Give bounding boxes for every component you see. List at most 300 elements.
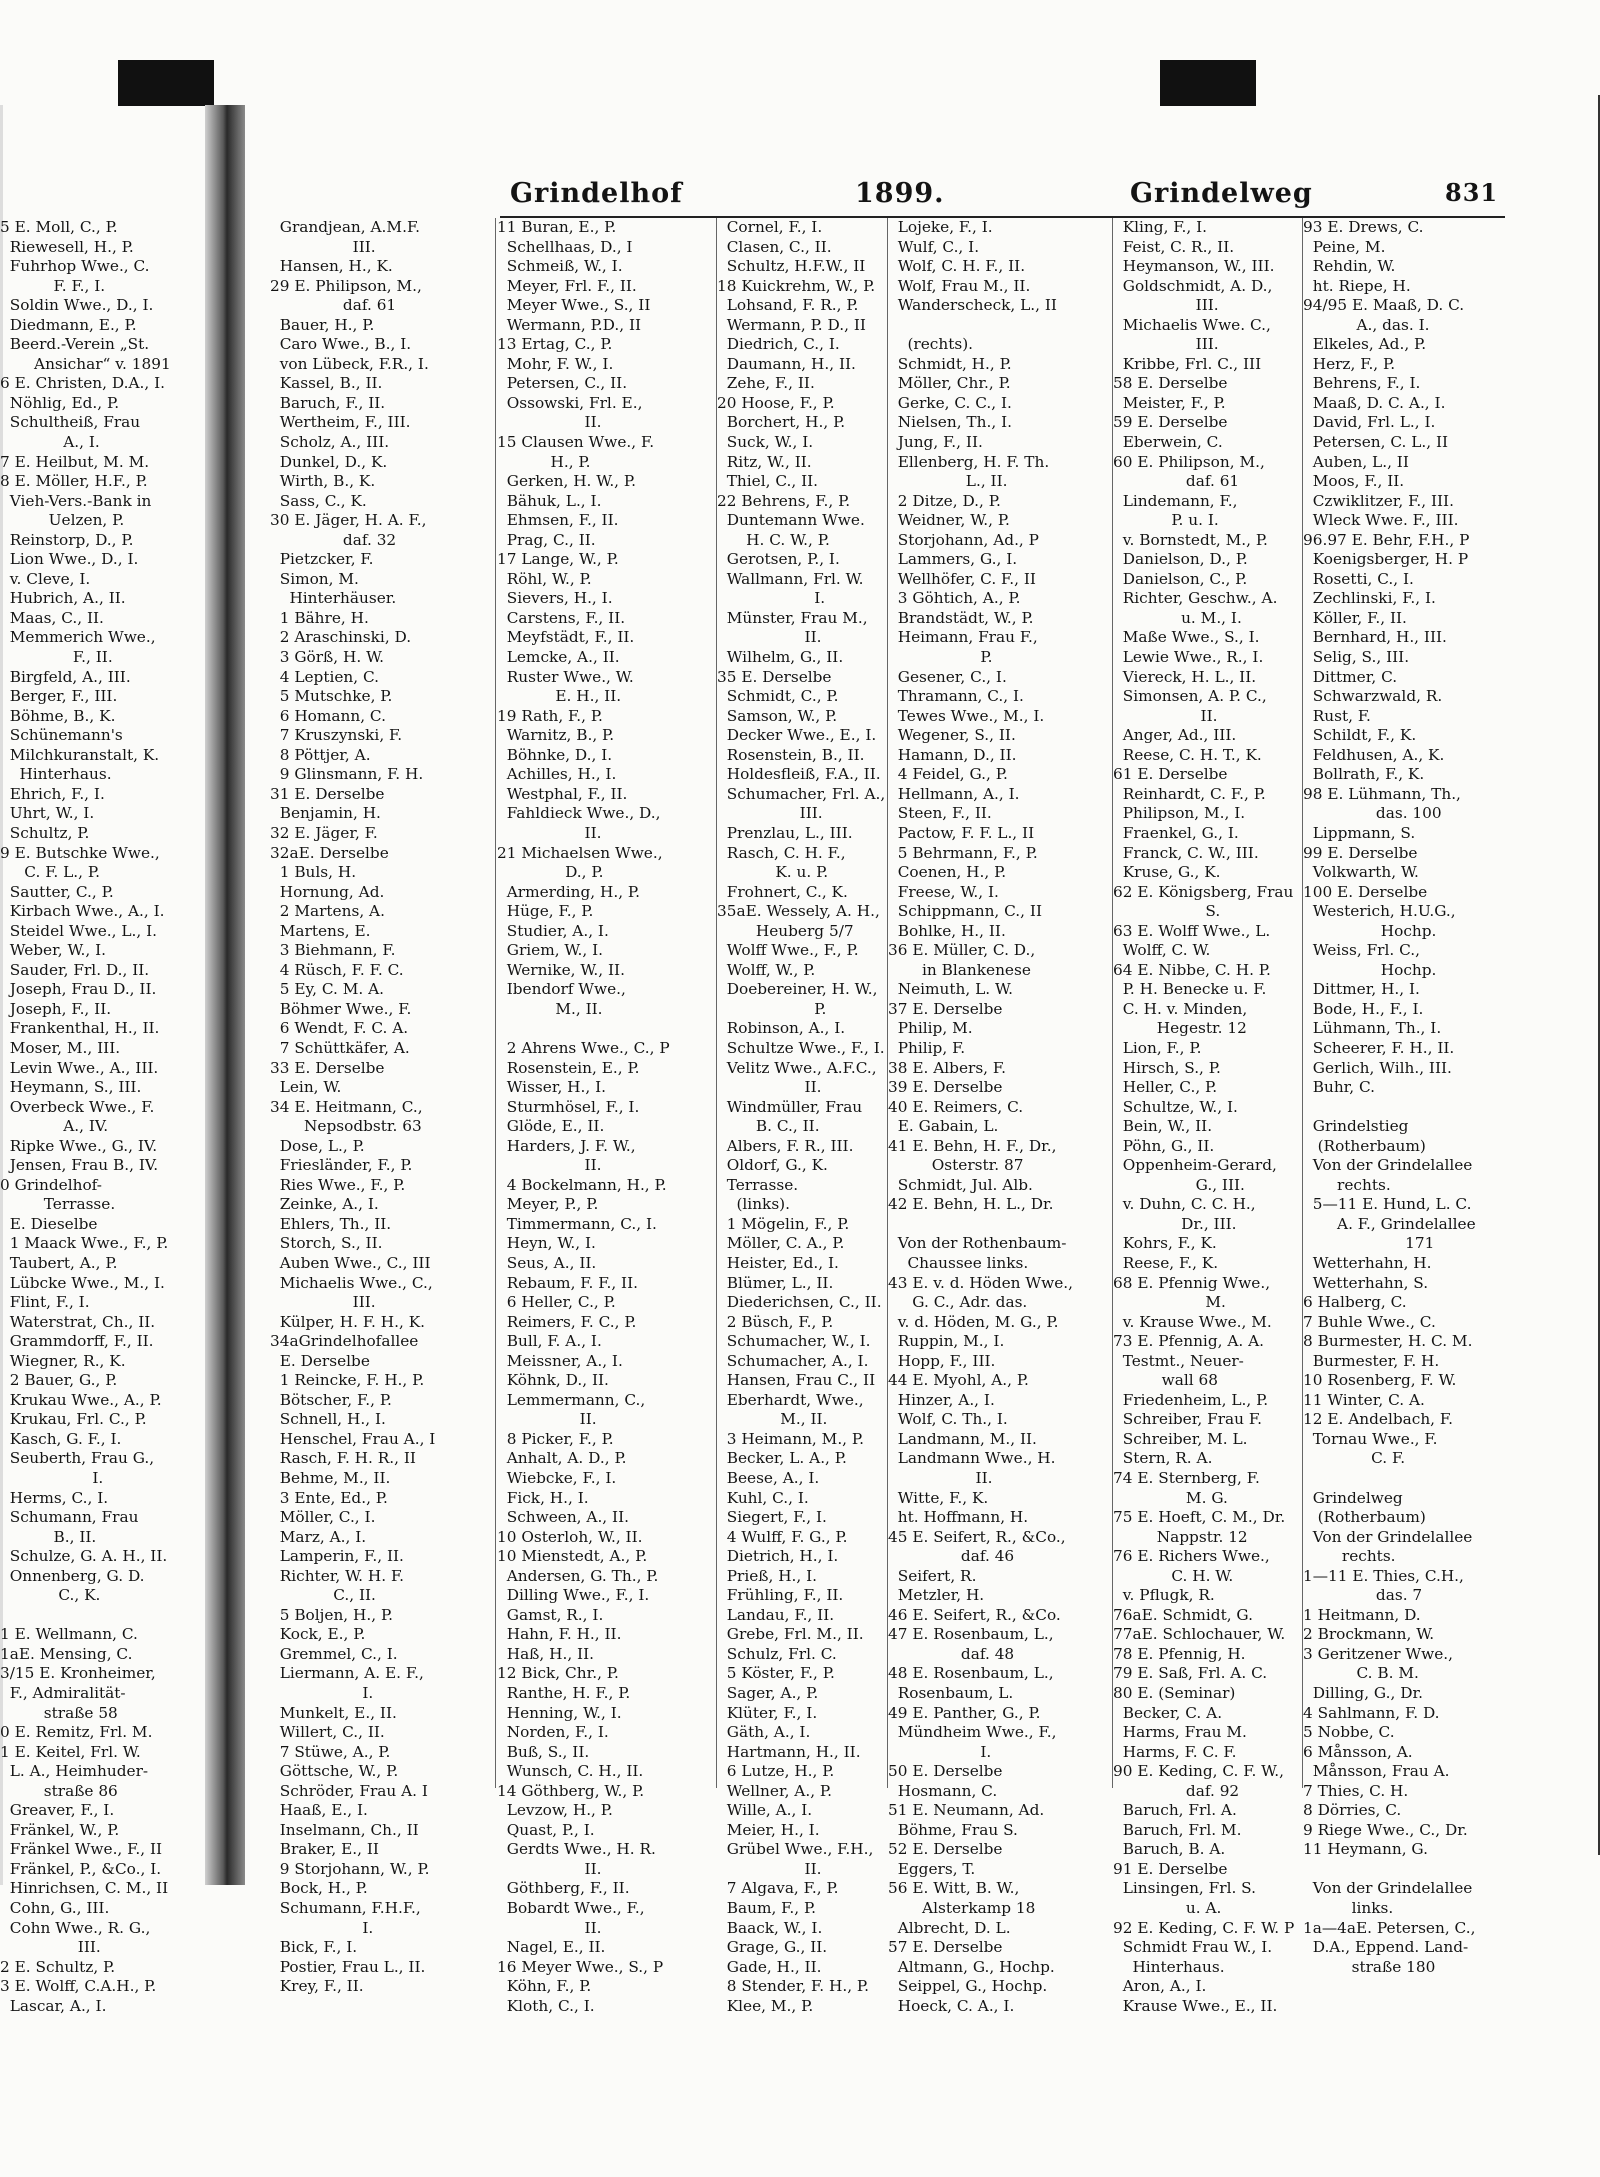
- directory-entry-line: Diedmann, E., P.: [0, 315, 137, 334]
- column-6: [1303, 218, 1498, 1977]
- directory-entry-line: II.: [717, 1078, 822, 1097]
- directory-entry-line: Sass, C., K.: [270, 491, 367, 510]
- directory-entry-line: Wulf, C., I.: [888, 237, 980, 256]
- directory-entry-line: Scholz, A., III.: [270, 433, 390, 452]
- directory-entry-line: 11 Buran, E., P.: [497, 218, 617, 236]
- directory-entry-line: Bauer, H., P.: [270, 315, 375, 334]
- directory-entry-line: Nepsodbstr. 63: [270, 1117, 422, 1136]
- directory-entry-line: Brandstädt, W., P.: [888, 608, 1034, 627]
- directory-entry-line: 2 Büsch, F., P.: [717, 1312, 834, 1331]
- directory-entry-line: 98 E. Lühmann, Th.,: [1303, 784, 1461, 803]
- directory-entry-line: Månsson, Frau A.: [1303, 1762, 1450, 1781]
- directory-entry-line: Rosenstein, B., II.: [717, 745, 865, 764]
- directory-entry-line: Warnitz, B., P.: [497, 726, 615, 745]
- directory-entry-line: 68 E. Pfennig Wwe.,: [1113, 1273, 1271, 1292]
- directory-entry-line: Rosetti, C., I.: [1303, 569, 1414, 588]
- directory-entry-line: Sturmhösel, F., I.: [497, 1097, 640, 1116]
- directory-entry-line: Meister, F., P.: [1113, 393, 1226, 412]
- directory-entry-line: Frühling, F., II.: [717, 1586, 844, 1605]
- directory-entry-line: Levzow, H., P.: [497, 1801, 613, 1820]
- directory-entry-line: Kruse, G., K.: [1113, 863, 1221, 882]
- directory-entry-line: Alsterkamp 18: [888, 1899, 1036, 1918]
- directory-entry-line: 3 Heimann, M., P.: [717, 1429, 864, 1448]
- directory-entry-line: Kock, E., P.: [270, 1625, 366, 1644]
- directory-entry-line: 74 E. Sternberg, F.: [1113, 1469, 1260, 1487]
- directory-entry-line: Wolff, C. W.: [1113, 941, 1211, 960]
- directory-entry-line: Inselmann, Ch., II: [270, 1820, 419, 1839]
- directory-entry-line: 6 Halberg, C.: [1303, 1293, 1407, 1312]
- directory-entry-line: 9 Storjohann, W., P.: [270, 1859, 430, 1878]
- directory-entry-line: G., III.: [1113, 1175, 1245, 1194]
- directory-entry-line: Baruch, Frl. A.: [1113, 1801, 1237, 1820]
- directory-entry-line: Dilling Wwe., F., I.: [497, 1586, 650, 1605]
- directory-entry-line: Ruppin, M., I.: [888, 1332, 1005, 1351]
- directory-entry-line: Blümer, L., II.: [717, 1273, 834, 1292]
- directory-entry-line: 79 E. Saß, Frl. A. C.: [1113, 1664, 1268, 1683]
- directory-entry-line: Lühmann, Th., I.: [1303, 1019, 1442, 1038]
- directory-entry-line: Meyer Wwe., S., II: [497, 296, 651, 315]
- directory-entry-line: 18 Kuickrehm, W., P.: [717, 276, 876, 295]
- directory-entry-line: das. 7: [1303, 1586, 1423, 1605]
- directory-entry-line: Lamperin, F., II.: [270, 1547, 404, 1566]
- directory-entry-line: v. Pflugk, R.: [1113, 1586, 1215, 1605]
- directory-entry-line: Schulze, G. A. H., II.: [0, 1547, 168, 1566]
- directory-entry-line: Rehdin, W.: [1303, 257, 1396, 276]
- directory-entry-line: L. A., Heimhuder-: [0, 1762, 149, 1781]
- directory-entry-line: II.: [888, 1469, 993, 1487]
- directory-entry-line: Bötscher, F., P.: [270, 1390, 392, 1409]
- directory-entry-line: II.: [497, 1918, 602, 1937]
- directory-entry-line: Schulz, Frl. C.: [717, 1644, 837, 1663]
- directory-entry-line: Harders, J. F. W.,: [497, 1136, 636, 1155]
- directory-entry-line: Möller, Chr., P.: [888, 374, 1011, 393]
- directory-entry-line: Meissner, A., I.: [497, 1351, 623, 1370]
- directory-entry-line: 3 Göhtich, A., P.: [888, 589, 1021, 608]
- directory-entry-line: (Rotherbaum): [1303, 1508, 1426, 1527]
- directory-entry-line: Terrasse.: [0, 1195, 116, 1214]
- directory-entry-line: L., II.: [888, 472, 1008, 491]
- directory-entry-line: Gremmel, C., I.: [270, 1644, 398, 1663]
- directory-entry-line: Neimuth, L. W.: [888, 980, 1013, 999]
- directory-entry-line: [1303, 1860, 1498, 1880]
- directory-entry-line: 75 E. Hoeft, C. M., Dr.: [1113, 1508, 1286, 1527]
- directory-entry-line: Bobardt Wwe., F.,: [497, 1899, 645, 1918]
- directory-entry-line: M., II.: [717, 1410, 828, 1429]
- directory-entry-line: Schween, A., II.: [497, 1508, 629, 1527]
- directory-entry-line: Herz, F., P.: [1303, 354, 1396, 373]
- directory-entry-line: 8 Picker, F., P.: [497, 1429, 614, 1448]
- directory-entry-line: Uelzen, P.: [0, 511, 125, 530]
- directory-entry-line: Lübcke Wwe., M., I.: [0, 1273, 165, 1292]
- directory-entry-line: Eggers, T.: [888, 1859, 976, 1878]
- directory-entry-line: 99 E. Derselbe: [1303, 843, 1418, 862]
- directory-entry-line: Hüge, F., P.: [497, 902, 594, 921]
- directory-entry-line: [1303, 1098, 1498, 1118]
- directory-entry-line: P. u. I.: [1113, 511, 1219, 530]
- directory-entry-line: Taubert, A., P.: [0, 1253, 118, 1272]
- directory-entry-line: 32 E. Jäger, F.: [270, 823, 378, 842]
- directory-entry-line: 6 Lutze, H., P.: [717, 1762, 835, 1781]
- directory-entry-line: Ibendorf Wwe.,: [497, 980, 626, 999]
- directory-entry-line: Sautter, C., P.: [0, 882, 114, 901]
- directory-entry-line: II.: [497, 413, 602, 432]
- directory-entry-line: Pactow, F. F. L., II: [888, 823, 1035, 842]
- directory-entry-line: 7 Kruszynski, F.: [270, 726, 403, 745]
- directory-entry-line: Beerd.-Verein „St.: [0, 335, 150, 354]
- directory-entry-line: Frankenthal, H., II.: [0, 1019, 160, 1038]
- directory-entry-line: Wolff Wwe., F., P.: [717, 941, 859, 960]
- directory-entry-line: Diedrich, C., I.: [717, 335, 840, 354]
- directory-entry-line: 100 E. Derselbe: [1303, 882, 1428, 901]
- directory-entry-line: Altmann, G., Hochp.: [888, 1957, 1055, 1976]
- directory-entry-line: I.: [888, 1742, 992, 1761]
- directory-entry-line: Hinrichsen, C. M., II: [0, 1879, 169, 1898]
- directory-entry-line: Albers, F. R., III.: [717, 1136, 854, 1155]
- directory-entry-line: 13 Ertag, C., P.: [497, 335, 613, 354]
- directory-entry-line: P.: [888, 648, 993, 667]
- directory-entry-line: Stern, R. A.: [1113, 1449, 1213, 1468]
- directory-entry-line: 1 Reincke, F. H., P.: [270, 1371, 425, 1390]
- directory-entry-line: Rosenbaum, L.: [888, 1684, 1014, 1703]
- directory-entry-line: Cohn, G., III.: [0, 1899, 110, 1918]
- directory-entry-line: Feist, C. R., II.: [1113, 237, 1235, 256]
- directory-entry-line: Schmeiß, W., I.: [497, 257, 623, 276]
- directory-entry-line: 33 E. Derselbe: [270, 1058, 385, 1077]
- directory-entry-line: Fahldieck Wwe., D.,: [497, 804, 661, 823]
- directory-entry-line: Koenigsberger, H. P: [1303, 550, 1469, 569]
- directory-entry-line: Czwiklitzer, F., III.: [1303, 491, 1454, 510]
- directory-entry-line: 56 E. Witt, B. W.,: [888, 1879, 1020, 1898]
- directory-entry-line: 2 Ahrens Wwe., C., P: [497, 1038, 670, 1057]
- directory-entry-line: Kribbe, Frl. C., III: [1113, 354, 1262, 373]
- directory-entry-line: Buß, S., II.: [497, 1742, 590, 1761]
- directory-entry-line: v. Bornstedt, M., P.: [1113, 530, 1268, 549]
- directory-entry-line: Overbeck Wwe., F.: [0, 1097, 155, 1116]
- directory-entry-line: 21 Michaelsen Wwe.,: [497, 843, 663, 862]
- directory-entry-line: M. G.: [1113, 1488, 1228, 1507]
- directory-entry-line: III.: [1113, 335, 1219, 354]
- directory-entry-line: Velitz Wwe., A.F.C.,: [717, 1058, 877, 1077]
- directory-entry-line: 78 E. Pfennig, H.: [1113, 1644, 1246, 1663]
- directory-entry-line: 35aE. Wessely, A. H.,: [717, 902, 880, 921]
- directory-entry-line: E. Dieselbe: [0, 1214, 98, 1233]
- directory-entry-line: Kohrs, F., K.: [1113, 1234, 1217, 1253]
- directory-entry-line: 77aE. Schlochauer, W.: [1113, 1625, 1286, 1644]
- directory-entry-line: Schildt, F., K.: [1303, 726, 1417, 745]
- directory-entry-line: Landmann Wwe., H.: [888, 1449, 1056, 1468]
- directory-entry-line: Chaussee links.: [888, 1253, 1029, 1272]
- directory-entry-line: Feldhusen, A., K.: [1303, 745, 1445, 764]
- directory-entry-line: Schellhaas, D., I: [497, 237, 633, 256]
- directory-entry-line: 60 E. Philipson, M.,: [1113, 452, 1265, 471]
- directory-entry-line: 20 Hoose, F., P.: [717, 393, 835, 412]
- directory-entry-line: 2 Ditze, D., P.: [888, 491, 1001, 510]
- directory-entry-line: Auben Wwe., C., III: [270, 1253, 431, 1272]
- header-left-word: Grindelhof: [510, 178, 683, 209]
- directory-entry-line: Reese, F., K.: [1113, 1253, 1219, 1272]
- directory-entry-line: II.: [497, 1859, 602, 1878]
- directory-entry-line: Ehmsen, F., II.: [497, 511, 619, 530]
- directory-entry-line: Schultze Wwe., F., I.: [717, 1038, 885, 1057]
- directory-entry-line: 6 Månsson, A.: [1303, 1742, 1413, 1761]
- directory-entry-line: 15 Clausen Wwe., F.: [497, 433, 655, 452]
- directory-entry-line: F., II.: [0, 648, 113, 667]
- directory-entry-line: [0, 1606, 200, 1626]
- directory-entry-line: 6 Wendt, F. C. A.: [270, 1019, 409, 1038]
- directory-entry-line: Göthberg, F., II.: [497, 1879, 630, 1898]
- directory-entry-line: C. H. W.: [1113, 1566, 1234, 1585]
- directory-entry-line: Greaver, F., I.: [0, 1801, 115, 1820]
- directory-entry-line: Richter, Geschw., A.: [1113, 589, 1278, 608]
- directory-entry-line: Prenzlau, L., III.: [717, 823, 853, 842]
- directory-entry-line: Von der Grindelallee: [1303, 1527, 1473, 1546]
- directory-entry-line: 91 E. Derselbe: [1113, 1859, 1228, 1878]
- directory-entry-line: 4 Bockelmann, H., P.: [497, 1175, 667, 1194]
- directory-entry-line: B. C., II.: [717, 1117, 820, 1136]
- directory-entry-line: Becker, L. A., P.: [717, 1449, 847, 1468]
- directory-entry-line: Schultz, H.F.W., II: [717, 257, 866, 276]
- directory-entry-line: 1 Heitmann, D.: [1303, 1605, 1421, 1624]
- directory-entry-line: C. H. v. Minden,: [1113, 999, 1248, 1018]
- directory-entry-line: 7 Buhle Wwe., C.: [1303, 1312, 1436, 1331]
- directory-entry-line: Eberhardt, Wwe.,: [717, 1390, 864, 1409]
- directory-entry-line: 5 Boljen, H., P.: [270, 1605, 394, 1624]
- directory-entry-line: Krukau Wwe., A., P.: [0, 1390, 162, 1409]
- directory-entry-line: 8 E. Möller, H.F., P.: [0, 472, 148, 491]
- directory-entry-line: 1—11 E. Thies, C.H.,: [1303, 1566, 1464, 1585]
- directory-entry-line: Behrens, F., I.: [1303, 374, 1421, 393]
- directory-entry-line: 19 Rath, F., P.: [497, 706, 603, 725]
- directory-entry-line: 73 E. Pfennig, A. A.: [1113, 1332, 1265, 1351]
- directory-entry-line: Thramann, C., I.: [888, 687, 1024, 706]
- directory-entry-line: Henning, W., I.: [497, 1703, 622, 1722]
- directory-entry-line: 10 Mienstedt, A., P.: [497, 1547, 648, 1566]
- directory-entry-line: Reimers, F. C., P.: [497, 1312, 637, 1331]
- directory-entry-line: Schreiber, M. L.: [1113, 1429, 1248, 1448]
- directory-entry-line: daf. 92: [1113, 1781, 1240, 1800]
- directory-entry-line: C., K.: [0, 1586, 101, 1605]
- directory-entry-line: Hartmann, H., II.: [717, 1742, 861, 1761]
- directory-entry-line: Albrecht, D. L.: [888, 1918, 1011, 1937]
- directory-entry-line: 3 Ente, Ed., P.: [270, 1488, 388, 1507]
- directory-entry-line: Bein, W., II.: [1113, 1117, 1213, 1136]
- directory-entry-line: 171: [1303, 1234, 1435, 1253]
- directory-entry-line: (links).: [717, 1195, 791, 1214]
- directory-entry-line: Levin Wwe., A., III.: [0, 1058, 159, 1077]
- directory-entry-line: Volkwarth, W.: [1303, 863, 1419, 882]
- directory-entry-line: Lippmann, S.: [1303, 823, 1416, 842]
- directory-entry-line: E. Derselbe: [270, 1351, 370, 1370]
- directory-entry-line: Auben, L., II: [1303, 452, 1409, 471]
- directory-entry-line: Oppenheim-Gerard,: [1113, 1156, 1277, 1175]
- directory-entry-line: Schmidt, Jul. Alb.: [888, 1175, 1033, 1194]
- directory-entry-line: Goldschmidt, A. D.,: [1113, 276, 1273, 295]
- directory-entry-line: Pietzcker, F.: [270, 550, 374, 569]
- header-right-word: Grindelweg: [1130, 178, 1313, 209]
- directory-entry-line: Kuhl, C., I.: [717, 1488, 809, 1507]
- directory-entry-line: Benjamin, H.: [270, 804, 381, 823]
- directory-entry-line: Seus, A., II.: [497, 1253, 597, 1272]
- directory-entry-line: M., II.: [497, 999, 603, 1018]
- directory-entry-line: daf. 61: [1113, 472, 1240, 491]
- directory-entry-line: Waterstrat, Ch., II.: [0, 1312, 156, 1331]
- directory-entry-line: Wiegner, R., K.: [0, 1351, 126, 1370]
- directory-entry-line: 6 Heller, C., P.: [497, 1293, 616, 1312]
- directory-entry-line: Simon, M.: [270, 569, 359, 588]
- directory-entry-line: Petersen, C. L., II: [1303, 433, 1449, 452]
- directory-entry-line: Becker, C. A.: [1113, 1703, 1223, 1722]
- directory-entry-line: Wellner, A., P.: [717, 1781, 832, 1800]
- directory-entry-line: Meyer, Frl. F., II.: [497, 276, 637, 295]
- directory-entry-line: Suck, W., I.: [717, 433, 814, 452]
- directory-entry-line: Willert, C., II.: [270, 1723, 385, 1742]
- directory-entry-line: Bollrath, F., K.: [1303, 765, 1425, 784]
- directory-entry-line: Baum, F., P.: [717, 1899, 817, 1918]
- directory-entry-line: 58 E. Derselbe: [1113, 374, 1228, 393]
- directory-entry-line: II.: [717, 1859, 822, 1878]
- directory-entry-line: G. C., Adr. das.: [888, 1293, 1028, 1312]
- directory-entry-line: A. F., Grindelallee: [1303, 1214, 1476, 1233]
- directory-entry-line: Lewie Wwe., R., I.: [1113, 648, 1264, 667]
- directory-entry-line: wall 68: [1113, 1371, 1218, 1390]
- directory-entry-line: 5 E. Moll, C., P.: [0, 218, 118, 236]
- directory-entry-line: Simonsen, A. P. C.,: [1113, 687, 1267, 706]
- directory-entry-line: Soldin Wwe., D., I.: [0, 296, 154, 315]
- directory-entry-line: Maaß, D. C. A., I.: [1303, 393, 1446, 412]
- directory-entry-line: Ehrich, F., I.: [0, 784, 105, 803]
- directory-entry-line: 2 Araschinski, D.: [270, 628, 412, 647]
- directory-entry-line: Lion, F., P.: [1113, 1038, 1202, 1057]
- directory-entry-line: Rosenstein, E., P.: [497, 1058, 640, 1077]
- directory-entry-line: Von der Grindelallee: [1303, 1156, 1473, 1175]
- directory-entry-line: Ehlers, Th., II.: [270, 1214, 392, 1233]
- directory-entry-line: Lemcke, A., II.: [497, 648, 620, 667]
- directory-entry-line: H. C. W., P.: [717, 530, 830, 549]
- directory-entry-line: 5 Nobbe, C.: [1303, 1723, 1395, 1742]
- header-year: 1899.: [855, 178, 945, 209]
- directory-entry-line: Möller, C., I.: [270, 1508, 376, 1527]
- directory-entry-line: Reinhardt, C. F., P.: [1113, 784, 1266, 803]
- directory-entry-line: Meyfstädt, F., II.: [497, 628, 635, 647]
- directory-entry-line: Schumacher, W., I.: [717, 1332, 871, 1351]
- directory-entry-line: Holdesfleiß, F.A., II.: [717, 765, 881, 784]
- directory-entry-line: 41 E. Behn, H. F., Dr.,: [888, 1136, 1057, 1155]
- directory-entry-line: Martens, E.: [270, 921, 371, 940]
- directory-entry-line: 10 Osterloh, W., II.: [497, 1527, 643, 1546]
- directory-entry-line: 2 E. Schultz, P.: [0, 1957, 116, 1976]
- directory-entry-line: 90 E. Keding, C. F. W.,: [1113, 1762, 1284, 1781]
- directory-entry-line: III.: [270, 237, 376, 256]
- directory-entry-line: Grebe, Frl. M., II.: [717, 1625, 864, 1644]
- directory-entry-line: 7 E. Heilbut, M. M.: [0, 452, 150, 471]
- directory-entry-line: Viereck, H. L., II.: [1113, 667, 1257, 686]
- directory-entry-line: Lascar, A., I.: [0, 1996, 107, 2015]
- directory-entry-line: Ruster Wwe., W.: [497, 667, 634, 686]
- directory-entry-line: 7 Algava, F., P.: [717, 1879, 839, 1898]
- directory-entry-line: rechts.: [1303, 1547, 1396, 1566]
- directory-entry-line: Lion Wwe., D., I.: [0, 550, 139, 569]
- directory-entry-line: Göttsche, W., P.: [270, 1762, 399, 1781]
- directory-entry-line: C., II.: [270, 1586, 376, 1605]
- directory-entry-line: Klüter, F., I.: [717, 1703, 818, 1722]
- directory-entry-line: III.: [270, 1293, 376, 1312]
- directory-entry-line: Selig, S., III.: [1303, 648, 1410, 667]
- directory-entry-line: 34aGrindelhofallee: [270, 1332, 419, 1351]
- directory-entry-line: 5 Ey, C. M. A.: [270, 980, 385, 999]
- directory-entry-line: 42 E. Behn, H. L., Dr.: [888, 1195, 1054, 1214]
- directory-entry-line: Nagel, E., II.: [497, 1938, 606, 1957]
- directory-entry-line: Richter, W. H. F.: [270, 1566, 405, 1585]
- directory-entry-line: II.: [497, 1156, 602, 1175]
- directory-entry-line: Wetterhahn, H.: [1303, 1253, 1432, 1272]
- directory-entry-line: Michaelis Wwe., C.,: [270, 1273, 433, 1292]
- directory-entry-line: Samson, W., P.: [717, 706, 838, 725]
- directory-entry-line: F. F., I.: [0, 276, 106, 295]
- directory-entry-line: C. F. L., P.: [0, 863, 100, 882]
- directory-entry-line: Fränkel, W., P.: [0, 1820, 120, 1839]
- directory-entry-line: Sievers, H., I.: [497, 589, 613, 608]
- directory-entry-line: Schultz, P.: [0, 823, 90, 842]
- directory-entry-line: Von der Rothenbaum-: [888, 1234, 1067, 1253]
- directory-entry-line: rechts.: [1303, 1175, 1391, 1194]
- directory-entry-line: 76aE. Schmidt, G.: [1113, 1605, 1253, 1624]
- directory-entry-line: 5—11 E. Hund, L. C.: [1303, 1195, 1472, 1214]
- directory-entry-line: Timmermann, C., I.: [497, 1214, 657, 1233]
- directory-entry-line: v. Cleve, I.: [0, 569, 91, 588]
- directory-entry-line: Böhmer Wwe., F.: [270, 999, 412, 1018]
- directory-entry-line: Moos, F., II.: [1303, 472, 1405, 491]
- directory-entry-line: Schultheiß, Frau: [0, 413, 141, 432]
- directory-entry-line: Liermann, A. E. F.,: [270, 1664, 424, 1683]
- directory-entry-line: Zehe, F., II.: [717, 374, 815, 393]
- directory-entry-line: Hubrich, A., II.: [0, 589, 126, 608]
- directory-entry-line: Köller, F., II.: [1303, 608, 1407, 627]
- directory-entry-line: Hornung, Ad.: [270, 882, 385, 901]
- directory-entry-line: 9 Glinsmann, F. H.: [270, 765, 424, 784]
- directory-entry-line: 8 Stender, F. H., P.: [717, 1977, 869, 1996]
- directory-entry-line: 8 Burmester, H. C. M.: [1303, 1332, 1473, 1351]
- directory-entry-line: 63 E. Wolff Wwe., L.: [1113, 921, 1271, 940]
- directory-entry-line: Lojeke, F., I.: [888, 218, 993, 236]
- directory-entry-line: Wernike, W., II.: [497, 960, 625, 979]
- directory-entry-line: Landau, F., II.: [717, 1605, 835, 1624]
- directory-entry-line: 3 Geritzener Wwe.,: [1303, 1644, 1454, 1663]
- directory-entry-line: Heyn, W., I.: [497, 1234, 596, 1253]
- directory-entry-line: 4 Leptien, C.: [270, 667, 380, 686]
- directory-entry-line: Heymann, S., III.: [0, 1078, 142, 1097]
- directory-entry-line: Ellenberg, H. F. Th.: [888, 452, 1050, 471]
- directory-entry-line: Böhme, Frau S.: [888, 1820, 1018, 1839]
- directory-entry-line: Tornau Wwe., F.: [1303, 1429, 1438, 1448]
- directory-entry-line: Prieß, H., I.: [717, 1566, 818, 1585]
- directory-entry-line: Schreiber, Frau F.: [1113, 1410, 1262, 1429]
- directory-entry-line: 16 Meyer Wwe., S., P: [497, 1957, 664, 1976]
- directory-entry-line: 38 E. Albers, F.: [888, 1058, 1006, 1077]
- directory-entry-line: Friedenheim, L., P.: [1113, 1390, 1269, 1409]
- directory-entry-line: Storjohann, Ad., P: [888, 530, 1039, 549]
- directory-entry-line: Heller, C., P.: [1113, 1078, 1218, 1097]
- directory-entry-line: Klee, M., P.: [717, 1996, 814, 2015]
- directory-entry-line: 4 Rüsch, F. F. C.: [270, 960, 404, 979]
- directory-entry-line: [888, 1215, 1113, 1235]
- directory-entry-line: I.: [0, 1469, 104, 1487]
- directory-entry-line: 61 E. Derselbe: [1113, 765, 1228, 784]
- directory-entry-line: Dr., III.: [1113, 1214, 1237, 1233]
- directory-entry-line: Wallmann, Frl. W.: [717, 569, 864, 588]
- directory-entry-line: Hansen, H., K.: [270, 257, 393, 276]
- directory-entry-line: Wanderscheck, L., II: [888, 296, 1057, 315]
- directory-entry-line: P.: [717, 999, 827, 1018]
